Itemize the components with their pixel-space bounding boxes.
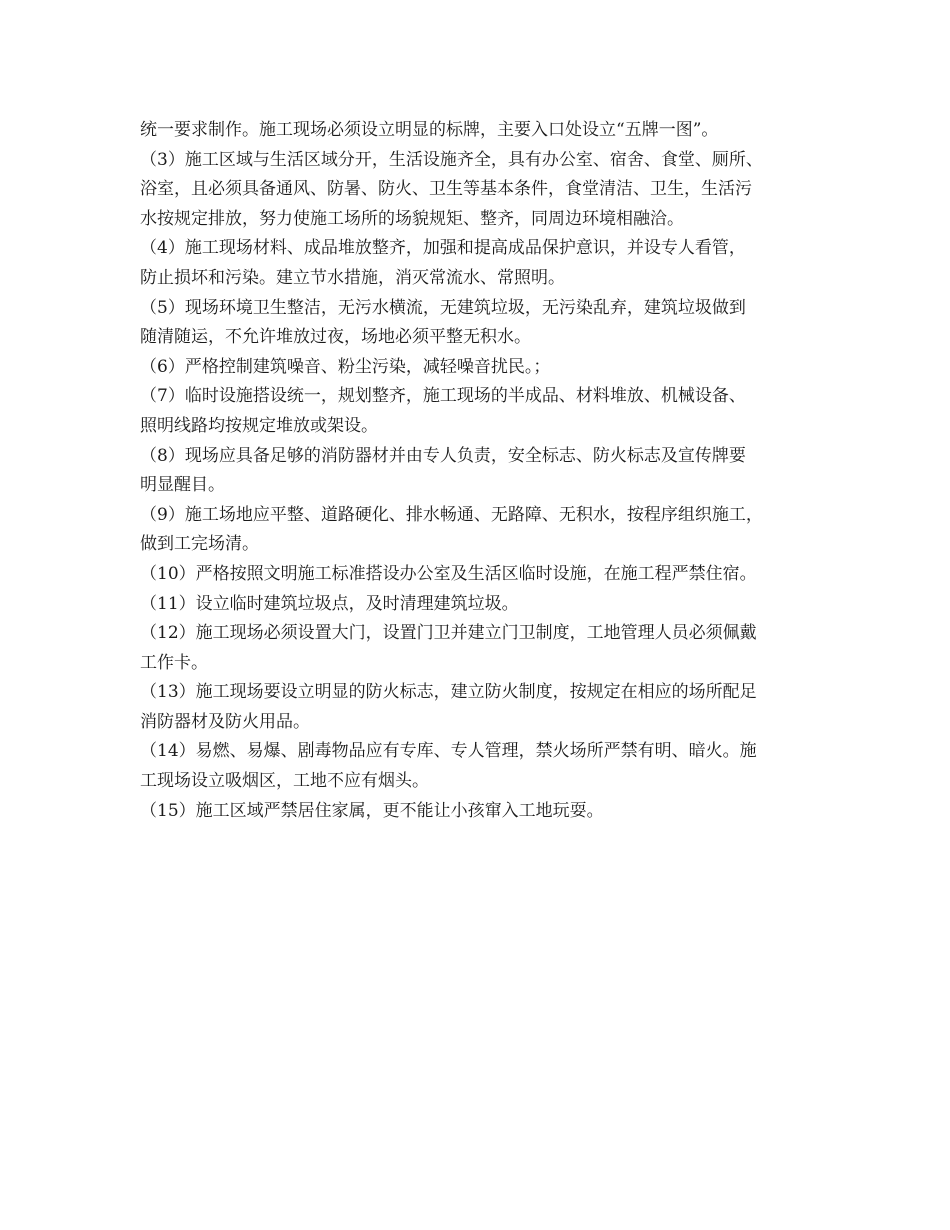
text-line: （15）施工区域严禁居住家属，更不能让小孩窜入工地玩耍。	[140, 800, 604, 821]
text-line: （3）施工区域与生活区域分开，生活设施齐全，具有办公室、宿舍、食堂、厕所、	[140, 149, 763, 170]
document-body	[140, 116, 840, 826]
text-line: 工作卡。	[140, 652, 208, 673]
text-line: （14）易燃、易爆、剧毒物品应有专库、专人管理，禁火场所严禁有明、暗火。施	[140, 741, 757, 762]
text-line: （13）施工现场要设立明显的防火标志，建立防火制度，按规定在相应的场所配足	[140, 682, 757, 703]
text-line: （12）施工现场必须设置大门，设置门卫并建立门卫制度，工地管理人员必须佩戴	[140, 623, 757, 644]
text-line: 工现场设立吸烟区，工地不应有烟头。	[140, 771, 429, 792]
text-line: （8）现场应具备足够的消防器材并由专人负责，安全标志、防火标志及宣传牌要	[140, 445, 746, 466]
text-line: 浴室，且必须具备通风、防暑、防火、卫生等基本条件，食堂清洁、卫生，生活污	[140, 179, 752, 200]
text-line: 做到工完场清。	[140, 534, 259, 555]
text-line: （10）严格按照文明施工标准搭设办公室及生活区临时设施，在施工程严禁住宿。	[140, 563, 757, 584]
text-line: 照明线路均按规定堆放或架设。	[140, 415, 378, 436]
text-line: （6）严格控制建筑噪音、粉尘污染，减轻噪音扰民。；	[140, 356, 551, 377]
text-line: （9）施工场地应平整、道路硬化、排水畅通、无路障、无积水，按程序组织施工，	[140, 504, 763, 525]
text-line: 消防器材及防火用品。	[140, 711, 310, 732]
text-line: 水按规定排放，努力使施工场所的场貌规矩、整齐，同周边环境相融洽。	[140, 208, 684, 229]
text-line: 明显醒目。	[140, 475, 225, 496]
text-line: （4）施工现场材料、成品堆放整齐，加强和提高成品保护意识，并设专人看管，	[140, 238, 746, 259]
text-line: （5）现场环境卫生整洁，无污水横流，无建筑垃圾，无污染乱弃，建筑垃圾做到	[140, 297, 746, 318]
text-line: （11）设立临时建筑垃圾点，及时清理建筑垃圾。	[140, 593, 519, 614]
text-line: （7）临时设施搭设统一，规划整齐，施工现场的半成品、材料堆放、机械设备、	[140, 386, 746, 407]
text-line: 随清随运，不允许堆放过夜，场地必须平整无积水。	[140, 327, 531, 348]
text-line: 防止损坏和污染。建立节水措施，消灭常流水、常照明。	[140, 267, 565, 288]
text-line: 统一要求制作。施工现场必须设立明显的标牌，主要入口处设立“五牌一图”。	[140, 120, 719, 140]
